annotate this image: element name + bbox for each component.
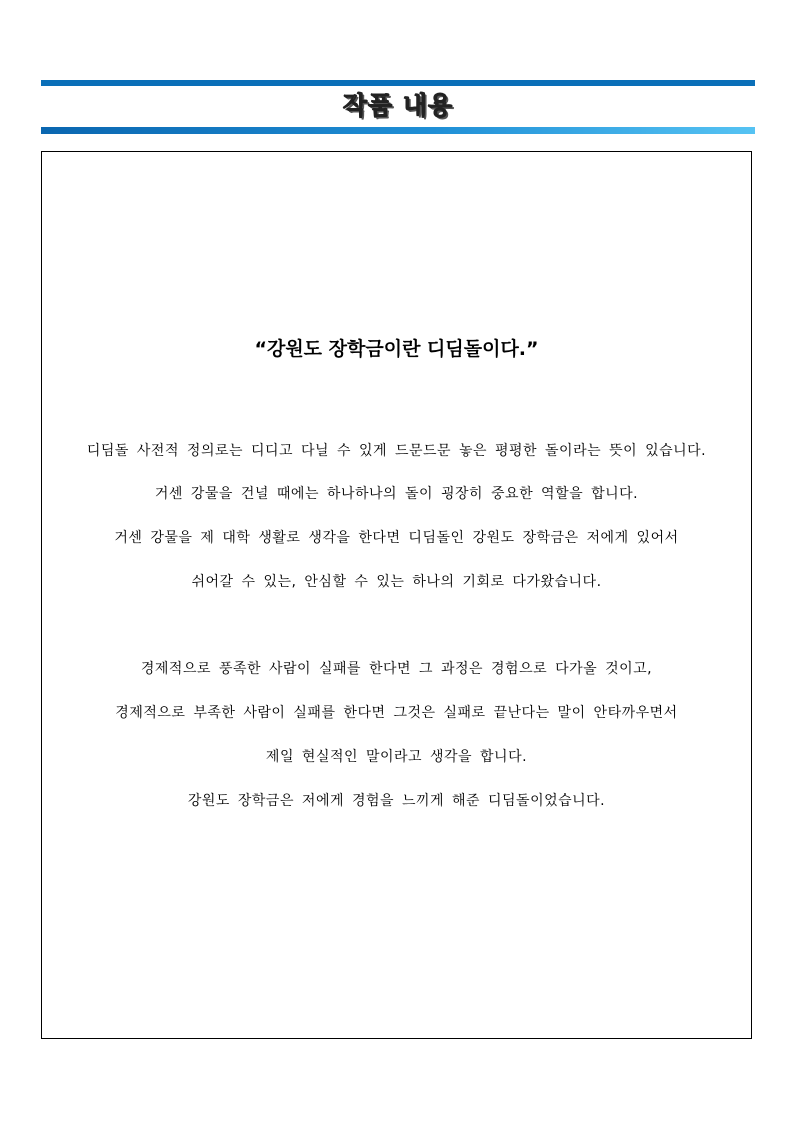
- essay-title: “강원도 장학금이란 디딤돌이다.”: [254, 338, 539, 360]
- paragraph-2-line-3: 제일 현실적인 말이라고 생각을 합니다.: [265, 749, 528, 765]
- paragraph-2-line-1: 경제적으로 풍족한 사람이 실패를 한다면 그 과정은 경험으로 다가올 것이고,: [140, 661, 653, 677]
- paragraph-1-line-4: 쉬어갈 수 있는, 안심할 수 있는 하나의 기회로 다가왔습니다.: [191, 574, 602, 590]
- paragraph-1-line-2: 거센 강물을 건널 때에는 하나하나의 돌이 굉장히 중요한 역할을 합니다.: [154, 486, 639, 502]
- paragraph-2-line-2: 경제적으로 부족한 사람이 실패를 한다면 그것은 실패로 끝난다는 말이 안타까우면서: [115, 705, 678, 721]
- paragraph-1-line-1: 디딤돌 사전적 정의로는 디디고 다닐 수 있게 드문드문 놓은 평평한 돌이라는 뜻이 있습니다.: [86, 443, 707, 459]
- paragraph-2-line-4: 강원도 장학금은 저에게 경험을 느끼게 해준 디딤돌이었습니다.: [187, 793, 606, 809]
- page-title: 작품 내용: [342, 91, 454, 120]
- paragraph-1-line-3: 거센 강물을 제 대학 생활로 생각을 한다면 디딤돌인 강원도 장학금은 저에게 있어서: [114, 530, 679, 546]
- content-box: [41, 151, 752, 1039]
- header-bottom-rule: [41, 127, 755, 134]
